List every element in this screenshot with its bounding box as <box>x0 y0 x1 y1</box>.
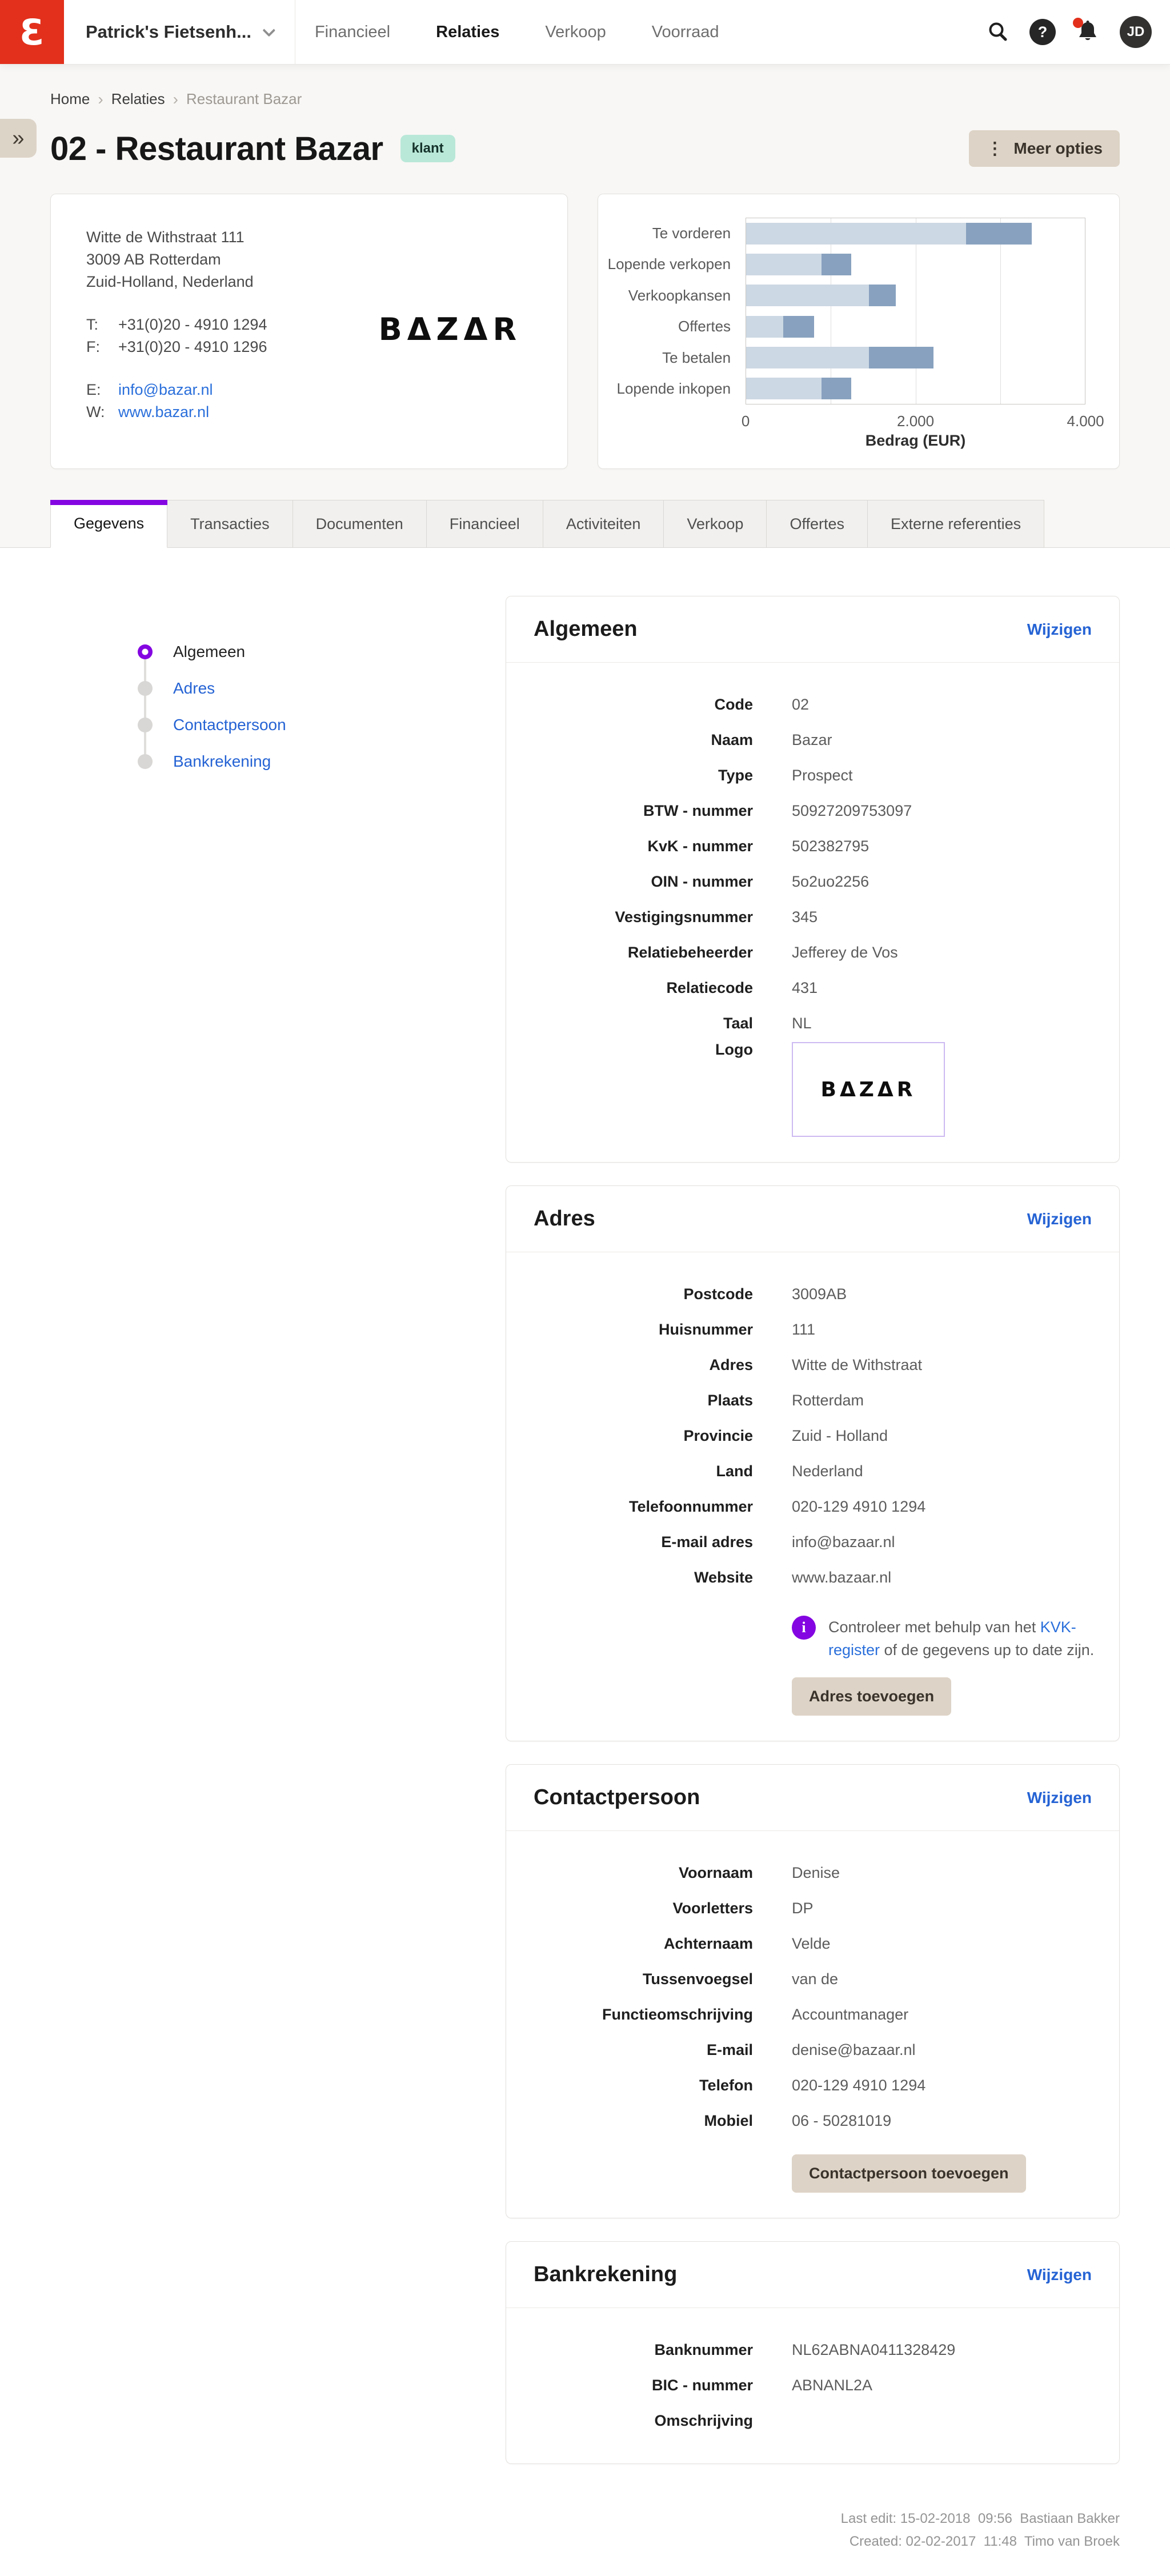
company-brand-logo: BΔZΔR <box>820 1077 916 1101</box>
field-value: Denise <box>792 1864 840 1881</box>
field-row <box>506 1489 1119 1524</box>
address-line: 3009 AB Rotterdam <box>86 251 221 268</box>
tab-gegevens[interactable]: Gegevens <box>50 500 167 548</box>
field-value: van de <box>792 1970 839 1988</box>
timeline-dot-icon <box>138 754 153 769</box>
field-row <box>506 1312 1119 1347</box>
timeline-dot-icon <box>138 644 153 659</box>
more-options-label: Meer opties <box>1013 139 1103 157</box>
breadcrumb-link[interactable]: Relaties <box>111 90 165 107</box>
chart-gridline <box>1000 218 1001 404</box>
address-summary-card <box>50 194 568 469</box>
search-icon[interactable] <box>987 21 1009 43</box>
field-label: Website <box>694 1568 753 1586</box>
tab-transacties[interactable]: Transacties <box>167 500 293 548</box>
button-row <box>506 1677 1119 1716</box>
field-value: Accountmanager <box>792 2005 909 2023</box>
field-label: Code <box>714 695 753 713</box>
help-glyph: ? <box>1037 23 1048 41</box>
section-header <box>506 1186 1119 1252</box>
chart-bar <box>746 223 1085 245</box>
chart-bar-segment <box>869 347 933 368</box>
field-value: www.bazaar.nl <box>792 1568 892 1586</box>
address-row-value: +31(0)20 - 4910 1296 <box>118 338 267 355</box>
chart-category-label: Te betalen <box>662 348 731 366</box>
chart-bar <box>746 316 1085 338</box>
section-title: Algemeen <box>534 617 638 641</box>
field-label: Voornaam <box>678 1864 753 1881</box>
chart-bar-segment <box>869 285 896 306</box>
field-label: Telefoonnummer <box>628 1497 753 1515</box>
field-value: NL <box>792 1014 812 1032</box>
field-row <box>506 1383 1119 1418</box>
address-link-row <box>86 401 567 423</box>
field-row <box>506 687 1119 722</box>
breadcrumb <box>50 64 1120 108</box>
content-area <box>0 548 1170 2493</box>
kvk-register-link[interactable]: KVK- register <box>828 1618 1076 1658</box>
section-card-algemeen <box>506 596 1120 1163</box>
field-label: Adres <box>709 1356 753 1373</box>
chart-bar-segment <box>746 316 783 338</box>
field-label: Tussenvoegsel <box>642 1970 753 1988</box>
field-row <box>506 1997 1119 2032</box>
field-value: Rotterdam <box>792 1391 864 1409</box>
field-label: Banknummer <box>654 2341 753 2358</box>
tab-financieel[interactable]: Financieel <box>427 500 543 548</box>
chart-bar-segment <box>746 378 822 399</box>
avatar-initials: JD <box>1127 24 1145 39</box>
tab-activiteiten[interactable]: Activiteiten <box>543 500 664 548</box>
notification-badge <box>1073 18 1083 28</box>
chart-bar-segment <box>746 223 966 245</box>
field-row <box>506 1453 1119 1489</box>
sidebar-item-adres[interactable] <box>138 670 506 707</box>
contactpersoon-toevoegen-button[interactable]: Contactpersoon toevoegen <box>792 2154 1026 2193</box>
tabs <box>50 500 1120 548</box>
field-label: E-mail adres <box>661 1533 753 1551</box>
section-card-contactpersoon <box>506 1764 1120 2218</box>
sidebar-item-label: Algemeen <box>173 643 246 660</box>
chart-bar <box>746 347 1085 368</box>
field-value: Bazar <box>792 731 832 748</box>
field-label: Relatiebeheerder <box>627 943 753 961</box>
field-value: Prospect <box>792 766 853 784</box>
info-note <box>506 1616 1119 1661</box>
field-value: 02 <box>792 695 810 713</box>
chart-x-axis-ticks <box>741 404 1104 430</box>
bar-chart <box>598 218 1119 404</box>
field-value: DP <box>792 1899 814 1917</box>
field-label: Taal <box>723 1014 753 1032</box>
field-row <box>506 2068 1119 2103</box>
address-row-key: T: <box>86 316 99 333</box>
field-row <box>506 1926 1119 1961</box>
section-title: Contactpersoon <box>534 1785 700 1809</box>
section-timeline-nav <box>138 634 506 780</box>
address-row-key: E: <box>86 381 101 398</box>
field-value: 5o2uo2256 <box>792 872 870 890</box>
edit-link[interactable]: Wijzigen <box>1027 2265 1092 2283</box>
company-selector[interactable] <box>86 22 272 42</box>
summary-cards-row <box>50 194 1120 469</box>
edit-link[interactable]: Wijzigen <box>1027 1788 1092 1806</box>
field-label: BIC - nummer <box>651 2376 753 2394</box>
address-link-rows <box>86 379 567 423</box>
field-value: 431 <box>792 979 818 996</box>
avatar[interactable] <box>1120 16 1152 48</box>
address-line: Zuid-Holland, Nederland <box>86 273 254 290</box>
field-row <box>506 864 1119 899</box>
timeline-dot-icon <box>138 718 153 732</box>
chart-bar-segment <box>822 378 851 399</box>
section-body <box>506 1831 1119 2218</box>
section-title: Bankrekening <box>534 2262 678 2286</box>
info-note-text: Controleer met behulp van het KVK- register of de gegevens up to date zijn. <box>828 1618 1095 1658</box>
field-value: denise@bazaar.nl <box>792 2041 916 2058</box>
chart-bar-segment <box>966 223 1031 245</box>
more-options-button[interactable] <box>969 130 1120 167</box>
info-icon: i <box>792 1616 816 1640</box>
page-title: 02 - Restaurant Bazar <box>50 130 383 167</box>
field-label: KvK - nummer <box>647 837 753 855</box>
chart-category-labels <box>598 218 746 404</box>
edit-link[interactable]: Wijzigen <box>1027 1209 1092 1228</box>
address-row-link[interactable]: www.bazar.nl <box>118 403 210 420</box>
chart-x-tick-label: 2.000 <box>897 412 935 430</box>
field-row <box>506 2403 1119 2438</box>
breadcrumb-separator-icon: › <box>173 90 178 108</box>
field-row <box>506 935 1119 970</box>
field-value: 06 - 50281019 <box>792 2112 892 2129</box>
chart-bar <box>746 378 1085 399</box>
field-value: 020-129 4910 1294 <box>792 1497 926 1515</box>
chart-bar-segment <box>746 254 822 275</box>
address-line: Witte de Withstraat 111 <box>86 229 245 246</box>
notifications-bell-icon[interactable] <box>1076 20 1099 44</box>
address-row-link[interactable]: info@bazar.nl <box>118 381 213 398</box>
field-value: info@bazaar.nl <box>792 1533 895 1551</box>
edit-link[interactable]: Wijzigen <box>1027 620 1092 638</box>
field-label: Logo <box>715 1041 753 1058</box>
section-body <box>506 1252 1119 1741</box>
field-label: Telefon <box>699 2076 753 2094</box>
field-label: Voorletters <box>672 1899 753 1917</box>
chart-category-label: Te vorderen <box>652 224 731 242</box>
chart-bar-segment <box>746 285 869 306</box>
menu-item-financieel[interactable]: Financieel <box>314 22 391 41</box>
section-card-bankrekening <box>506 2241 1120 2464</box>
section-body <box>506 663 1119 1162</box>
timeline-dot-icon <box>138 681 153 696</box>
topbar-icons <box>987 16 1170 48</box>
expand-sidebar-button[interactable] <box>0 119 37 158</box>
field-value: 502382795 <box>792 837 870 855</box>
audit-footer <box>0 2493 1170 2576</box>
chart-x-tick-label: 0 <box>741 412 750 430</box>
chart-bar-segment <box>783 316 814 338</box>
kebab-icon: ⋮ <box>986 139 1004 158</box>
breadcrumb-link: Restaurant Bazar <box>186 90 302 107</box>
adres-toevoegen-button[interactable]: Adres toevoegen <box>792 1677 951 1716</box>
top-bar <box>0 0 1170 64</box>
field-value: Velde <box>792 1934 831 1952</box>
chart-category-label: Offertes <box>678 318 731 335</box>
field-row <box>506 758 1119 793</box>
menu-item-relaties[interactable]: Relaties <box>436 22 500 41</box>
title-row <box>50 129 1120 169</box>
field-value: Nederland <box>792 1462 863 1480</box>
menu-item-voorraad[interactable]: Voorraad <box>651 22 719 41</box>
field-row <box>506 2032 1119 2068</box>
chart-category-label: Lopende inkopen <box>616 380 731 398</box>
sidebar-item-label: Adres <box>173 679 215 697</box>
field-value: 3009AB <box>792 1285 847 1303</box>
field-label: Vestigingsnummer <box>615 908 753 926</box>
sidebar-item-bankrekening[interactable] <box>138 743 506 780</box>
sidebar-item-contactpersoon[interactable] <box>138 707 506 743</box>
tab-offertes[interactable]: Offertes <box>767 500 868 548</box>
breadcrumb-separator-icon: › <box>98 90 103 108</box>
address-row-value: +31(0)20 - 4910 1294 <box>118 316 267 333</box>
chart-category-label: Lopende verkopen <box>607 255 731 273</box>
field-row <box>506 899 1119 935</box>
chart-bar-segment <box>746 347 869 368</box>
field-row-logo <box>506 1041 1119 1137</box>
detail-sections <box>506 548 1120 2493</box>
chart-bar <box>746 285 1085 306</box>
field-label: E-mail <box>706 2041 753 2058</box>
audit-line: Created: 02-02-2017 11:48 Timo van Broek <box>849 2534 1120 2549</box>
chart-x-axis-label: Bedrag (EUR) <box>865 432 966 449</box>
field-row <box>506 1560 1119 1595</box>
chart-bar-segment <box>822 254 851 275</box>
field-label: Provincie <box>683 1427 753 1444</box>
app-logo[interactable] <box>0 0 64 64</box>
field-label: Postcode <box>683 1285 753 1303</box>
field-label: OIN - nummer <box>651 872 753 890</box>
field-value: 020-129 4910 1294 <box>792 2076 926 2094</box>
section-card-adres <box>506 1185 1120 1741</box>
logo-preview-box <box>792 1042 945 1137</box>
field-row <box>506 722 1119 758</box>
main-menu <box>315 23 719 42</box>
chevron-down-icon <box>262 24 275 37</box>
sidebar-item-label: Bankrekening <box>173 752 271 770</box>
field-value: NL62ABNA0411328429 <box>792 2341 956 2358</box>
audit-line: Last edit: 15-02-2018 09:56 Bastiaan Bakker <box>840 2511 1120 2526</box>
field-value: 345 <box>792 908 818 926</box>
tab-documenten[interactable]: Documenten <box>293 500 427 548</box>
section-header <box>506 1765 1119 1830</box>
chart-bar <box>746 254 1085 275</box>
field-label: Mobiel <box>704 2112 753 2129</box>
company-name: Patrick's Fietsenh... <box>86 22 251 42</box>
field-row <box>506 828 1119 864</box>
section-title: Adres <box>534 1207 595 1231</box>
field-label: Omschrijving <box>654 2411 753 2429</box>
field-value: Witte de Withstraat <box>792 1356 923 1373</box>
chart-plot-area <box>746 218 1085 404</box>
sidebar-item-label: Contactpersoon <box>173 716 286 734</box>
double-chevron-right-icon: » <box>12 126 25 150</box>
field-value: ABNANL2A <box>792 2376 873 2394</box>
hero-section <box>0 64 1170 548</box>
field-row <box>506 1961 1119 1997</box>
section-header <box>506 596 1119 662</box>
field-label: Huisnummer <box>658 1320 753 1338</box>
field-row <box>506 1005 1119 1041</box>
section-sidebar <box>50 548 506 2493</box>
help-icon[interactable] <box>1029 19 1056 45</box>
chart-x-tick-label: 4.000 <box>1067 412 1104 430</box>
address-link-row <box>86 379 567 401</box>
address-lines <box>86 226 567 293</box>
address-row-key: W: <box>86 403 105 420</box>
field-row <box>506 2332 1119 2367</box>
field-value: 111 <box>792 1320 816 1338</box>
section-body <box>506 2308 1119 2463</box>
field-label: Type <box>718 766 753 784</box>
sidebar-item-algemeen[interactable] <box>138 634 506 670</box>
field-row <box>506 793 1119 828</box>
breadcrumb-link[interactable]: Home <box>50 90 90 107</box>
tab-strip <box>50 500 1120 548</box>
field-row <box>506 970 1119 1005</box>
field-label: Achternaam <box>663 1934 753 1952</box>
field-row <box>506 1347 1119 1383</box>
tab-externe-referenties[interactable]: Externe referenties <box>868 500 1044 548</box>
field-row <box>506 1855 1119 1890</box>
app-logo-letter: Ɛ <box>19 11 45 53</box>
field-row <box>506 1524 1119 1560</box>
field-row <box>506 1276 1119 1312</box>
button-row <box>506 2154 1119 2193</box>
field-label: Plaats <box>707 1391 753 1409</box>
menu-item-verkoop[interactable]: Verkoop <box>545 22 606 41</box>
field-value: Zuid - Holland <box>792 1427 888 1444</box>
field-label: Relatiecode <box>666 979 753 996</box>
tab-verkoop[interactable]: Verkoop <box>664 500 767 548</box>
field-label: BTW - nummer <box>643 802 753 819</box>
status-badge: klant <box>400 135 455 162</box>
section-header <box>506 2242 1119 2307</box>
field-label: Land <box>716 1462 753 1480</box>
field-value: Jefferey de Vos <box>792 943 898 961</box>
company-brand-logo: BΔZΔR <box>378 311 522 347</box>
field-value: 50927209753097 <box>792 802 912 819</box>
field-row <box>506 1890 1119 1926</box>
field-label: Naam <box>711 731 753 748</box>
chart-category-label: Verkoopkansen <box>628 286 731 304</box>
finance-chart-card <box>598 194 1120 469</box>
field-label: Functieomschrijving <box>602 2005 753 2023</box>
field-row <box>506 2103 1119 2138</box>
field-row <box>506 2367 1119 2403</box>
field-row <box>506 1418 1119 1453</box>
address-row-key: F: <box>86 338 100 355</box>
